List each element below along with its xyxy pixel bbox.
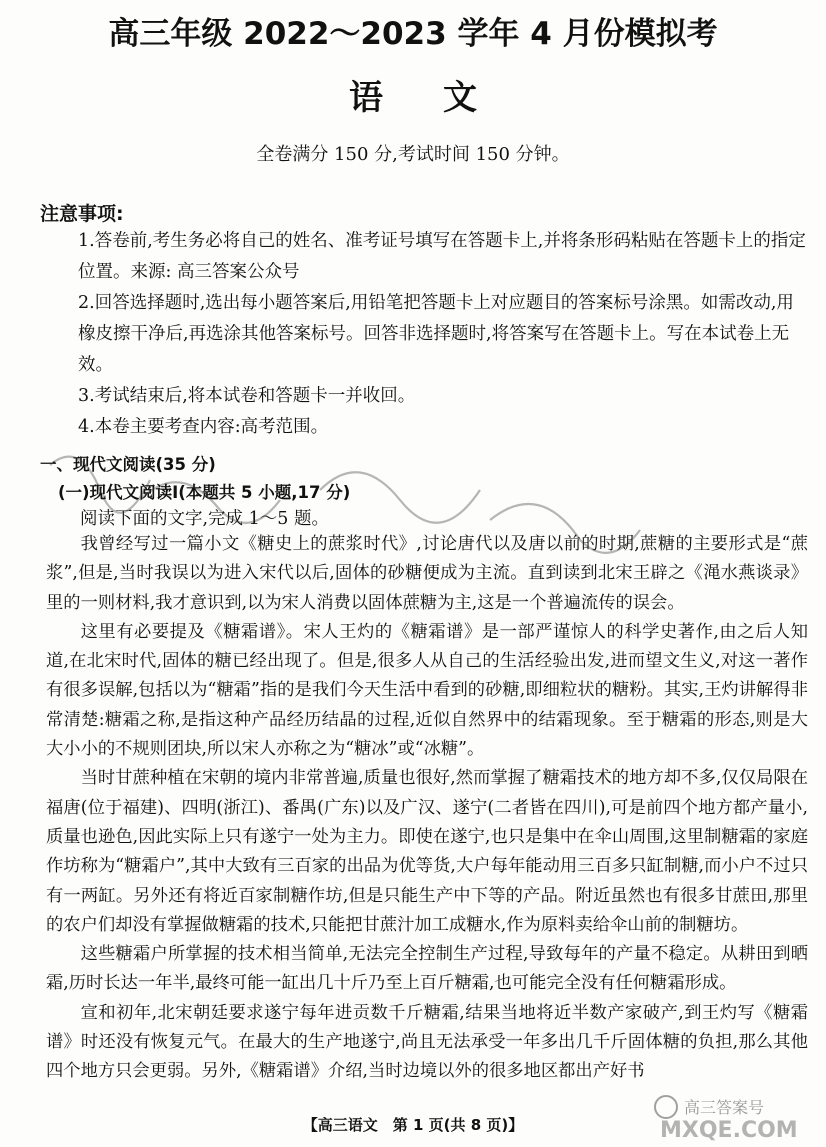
corner-watermark-url: MXQE.COM [660, 1118, 798, 1143]
page-footer: 【高三语文 第 1 页(共 8 页)】 [302, 1116, 524, 1134]
reading-instruction: 阅读下面的文字,完成 1～5 题。 [80, 509, 329, 529]
passage-paragraph: 这里有必要提及《糖霜谱》。宋人王灼的《糖霜谱》是一部严谨惊人的科学史著作,由之后人知道,在北宋时代,固体的糖已经出现了。但是,很多人从自己的生活经验出发,进而望文生义,对这一著作有很多误解,包括以为“糖霜”指的是我们今天生活中看到的砂糖,即细粒状的糖粉。其实,王灼讲解得非常清楚:糖霜之称,是指这种产品经历结晶的过程,近似自然界中的结霜现象。至于糖霜的形态,则是大大小小的不规则团块,所以宋人亦称之为“糖冰”或“冰糖”。 [46, 621, 808, 760]
reading-passage [46, 530, 808, 1087]
notice-item: 1.答卷前,考生务必将自己的姓名、准考证号填写在答题卡上,并将条形码粘贴在答题卡上的指定位置。来源: 高三答案公众号 [78, 231, 806, 282]
passage-paragraph: 当时甘蔗种植在宋朝的境内非常普遍,质量也很好,然而掌握了糖霜技术的地方却不多,仅仅局限在福唐(位于福建)、四明(浙江)、番禺(广东)以及广汉、遂宁(二者皆在四川),可是前四个地方都产量小,质量也逊色,因此实际上只有遂宁一处为主力。即使在遂宁,也只是集中在伞山周围,这里制糖霜的家庭作坊称为“糖霜户”,其中大致有三百家的出品为优等货,大户每年能动用三百多只缸制糖,而小户不过只有一两缸。另外还有将近百家制糖作坊,但是只能生产中下等的产品。附近虽然也有很多甘蔗田,那里的农户们却没有掌握做糖霜的技术,只能把甘蔗汁加工成糖水,作为原料卖给伞山前的制糖坊。 [46, 768, 808, 935]
subsection-title: (一)现代文阅读Ⅰ(本题共 5 小题,17 分) [58, 483, 351, 502]
exam-meta: 全卷满分 150 分,考试时间 150 分钟。 [256, 144, 570, 165]
corner-watermark-text: 高三答案号 [684, 1098, 765, 1117]
passage-paragraph: 这些糖霜户所掌握的技术相当简单,无法完全控制生产过程,导致每年的产量不稳定。从耕田到晒霜,历时长达一年半,最终可能一缸出几十斤乃至上百斤糖霜,也可能完全没有任何糖霜形成。 [46, 944, 808, 994]
exam-title: 高三年级 2022～2023 学年 4 月份模拟考 [108, 16, 718, 52]
passage-paragraph: 宣和初年,北宋朝廷要求遂宁每年进贡数千斤糖霜,结果当地将近半数产家破产,到王灼写《糖霜谱》时还没有恢复元气。在最大的生产地遂宁,尚且无法承受一年多出几千斤固体糖的负担,那么其他四个地方只会更弱。另外,《糖霜谱》介绍,当时边境以外的很多地区都出产好书 [46, 1002, 808, 1082]
notice-item: 3.考试结束后,将本试卷和答题卡一并收回。 [78, 386, 416, 406]
notice-item: 2.回答选择题时,选出每小题答案后,用铅笔把答题卡上对应题目的答案标号涂黑。如需改动,用橡皮擦干净后,再选涂其他答案标号。回答非选择题时,将答案写在答题卡上。写在本试卷上无效。 [78, 293, 794, 375]
section-title: 一、现代文阅读(35 分) [40, 455, 216, 474]
subject-title: 语文 [349, 78, 537, 118]
notice-list [78, 226, 808, 443]
notice-title: 注意事项: [40, 203, 124, 225]
notice-item: 4.本卷主要考查内容:高考范围。 [78, 417, 329, 437]
passage-paragraph: 我曾经写过一篇小文《糖史上的蔗浆时代》,讨论唐代以及唐以前的时期,蔗糖的主要形式是“蔗浆”,但是,当时我误以为进入宋代以后,固体的砂糖便成为主流。直到读到北宋王辟之《渑水燕谈录》里的一则材料,我才意识到,以为宋人消费以固体蔗糖为主,这是一个普遍流传的误会。 [46, 534, 808, 613]
